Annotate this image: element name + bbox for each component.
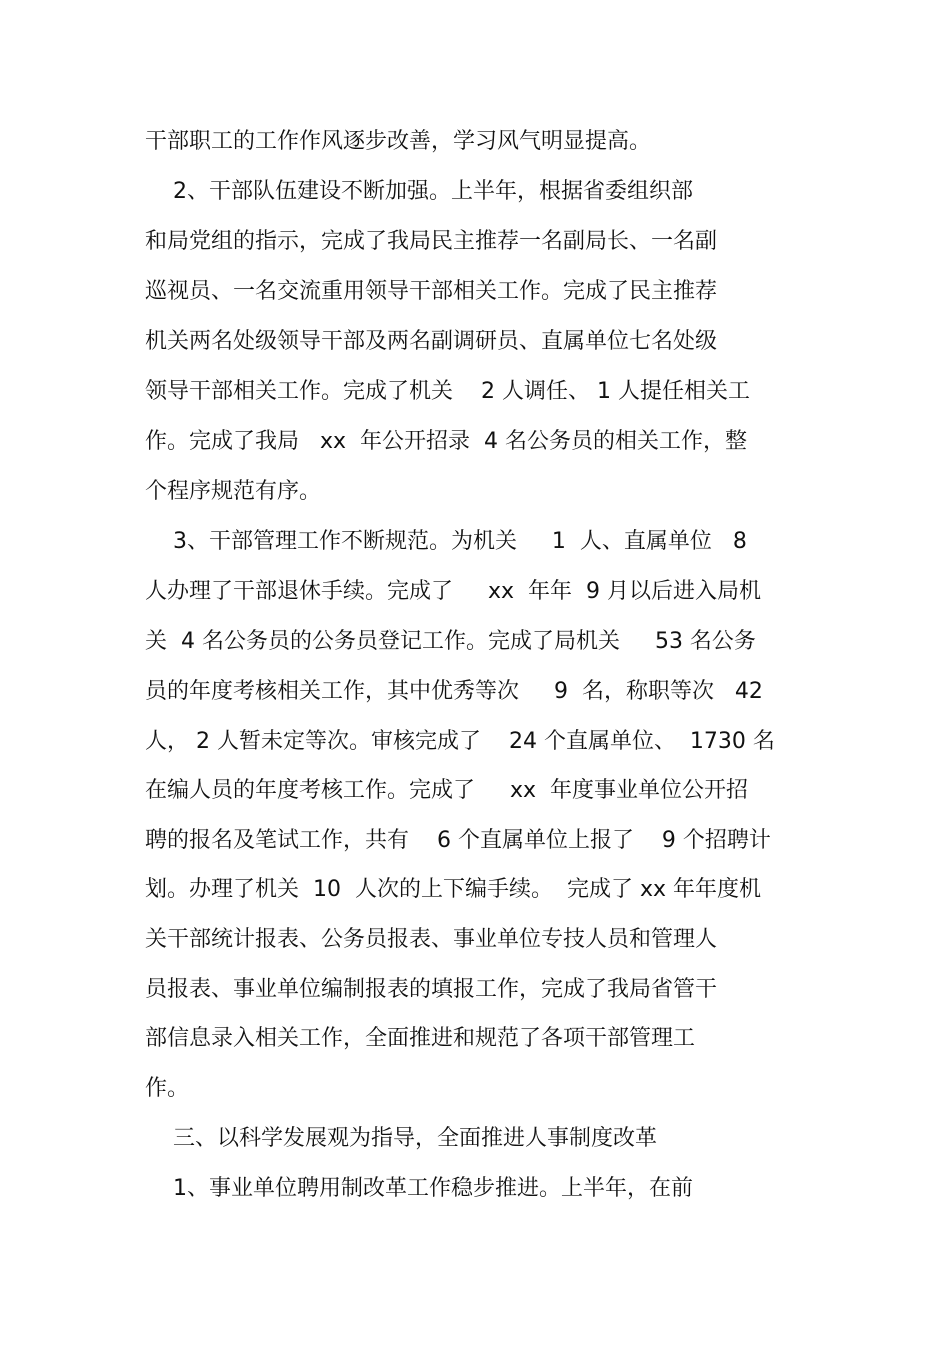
text-line: 关 4 名公务员的公务员登记工作。完成了局机关 53 名公务	[145, 629, 756, 654]
text-line: 个程序规范有序。	[145, 479, 322, 504]
text-line: 机关两名处级领导干部及两名副调研员、直属单位七名处级	[145, 329, 718, 354]
section-heading: 三、以科学发展观为指导，全面推进人事制度改革	[145, 1126, 657, 1151]
text-line: 部信息录入相关工作，全面推进和规范了各项干部管理工	[145, 1026, 696, 1051]
text-line: 人， 2 人暂未定等次。审核完成了 24 个直属单位、 1730 名	[145, 729, 775, 754]
text-line: 员的年度考核相关工作，其中优秀等次 9 名，称职等次 42	[145, 679, 763, 704]
text-line: 关干部统计报表、公务员报表、事业单位专技人员和管理人	[145, 927, 718, 952]
text-line: 作。完成了我局 xx 年公开招录 4 名公务员的相关工作，整	[145, 429, 747, 454]
text-line: 聘的报名及笔试工作，共有 6 个直属单位上报了 9 个招聘计	[145, 828, 771, 853]
text-line: 在编人员的年度考核工作。完成了 xx 年度事业单位公开招	[145, 778, 748, 803]
text-line: 3、干部管理工作不断规范。为机关 1 人、直属单位 8	[145, 529, 747, 554]
text-line: 干部职工的工作作风逐步改善，学习风气明显提高。	[145, 129, 652, 154]
text-line: 领导干部相关工作。完成了机关 2 人调任、 1 人提任相关工	[145, 379, 750, 404]
text-line: 和局党组的指示，完成了我局民主推荐一名副局长、一名副	[145, 229, 718, 254]
text-line: 员报表、事业单位编制报表的填报工作，完成了我局省管干	[145, 977, 718, 1002]
text-line: 人办理了干部退休手续。完成了 xx 年年 9 月以后进入局机	[145, 579, 761, 604]
text-line: 2、干部队伍建设不断加强。上半年，根据省委组织部	[145, 179, 693, 204]
text-line: 1、事业单位聘用制改革工作稳步推进。上半年，在前	[145, 1176, 693, 1201]
text-line: 作。	[145, 1076, 190, 1101]
text-line: 巡视员、一名交流重用领导干部相关工作。完成了民主推荐	[145, 279, 718, 304]
text-line: 划。办理了机关 10 人次的上下编手续。 完成了 xx 年年度机	[145, 877, 761, 902]
